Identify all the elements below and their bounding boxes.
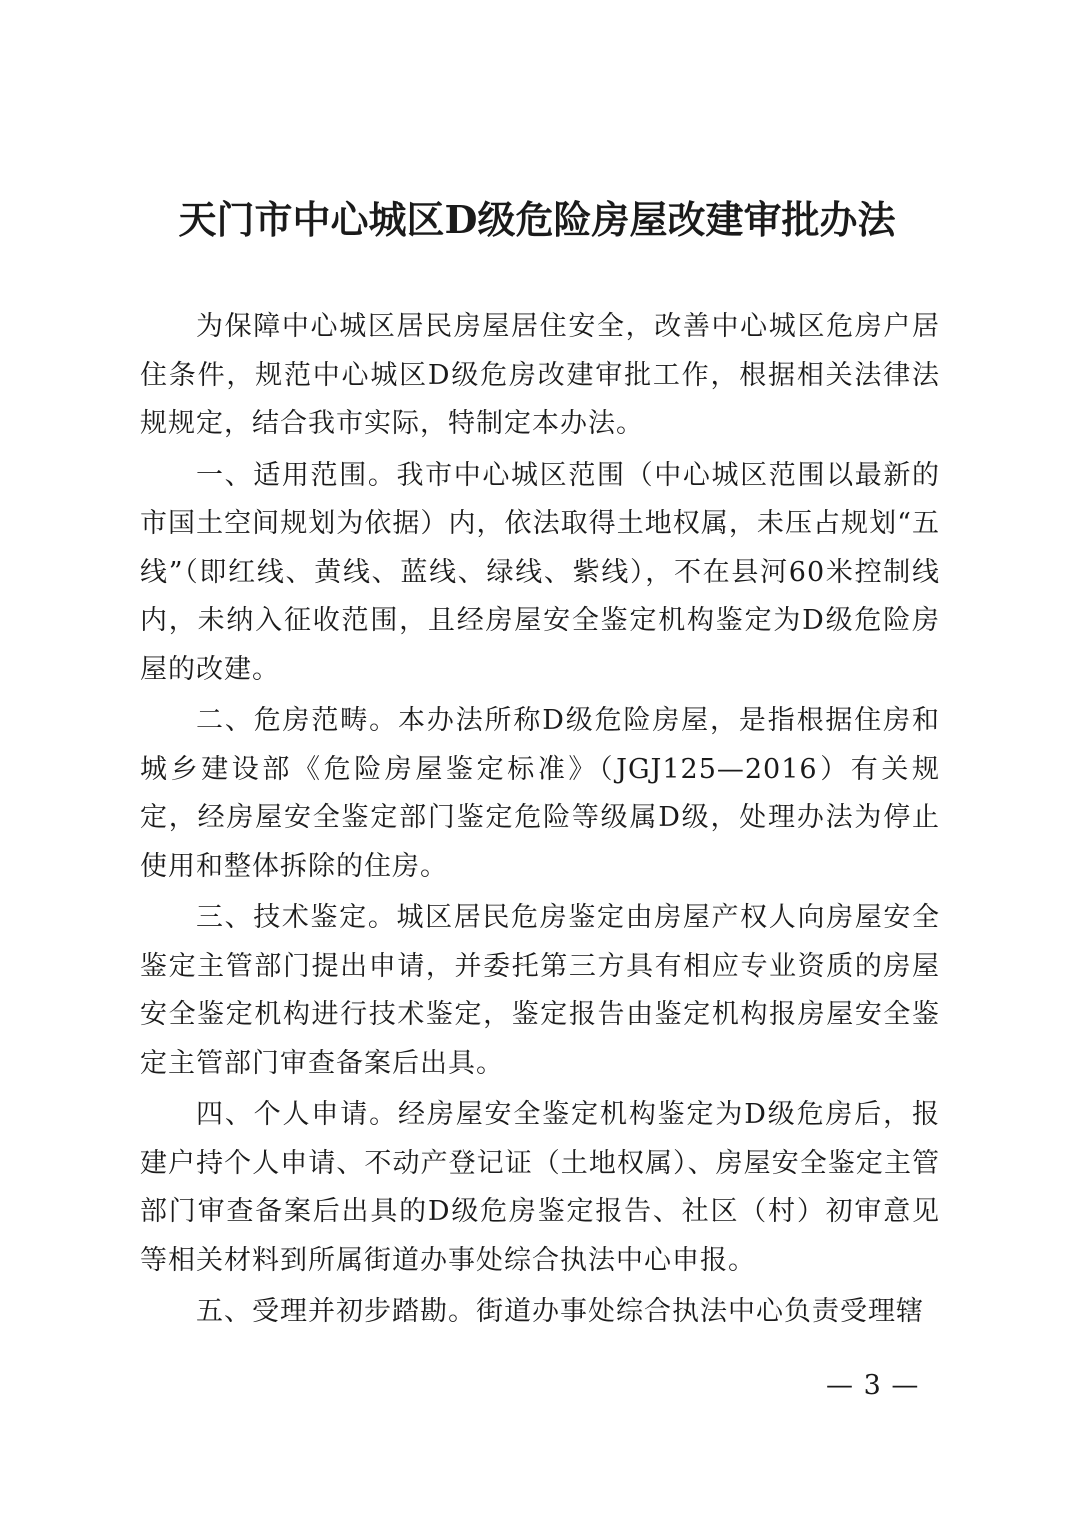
section-text-2: 本办法所称D级危险房屋，是指根据住房和城乡建设部《危险房屋鉴定标准》（JGJ125—2016）有关规定，经房屋安全鉴定部门鉴定危险等级属D级，处理办法为停止使用和整体拆除的住房。 <box>140 705 940 882</box>
section-paragraph-3 <box>140 894 940 1088</box>
section-paragraph-4 <box>140 1091 940 1285</box>
section-text-4: 经房屋安全鉴定机构鉴定为D级危房后，报建户持个人申请、不动产登记证（土地权属）、房屋安全鉴定主管部门审查备案后出具的D级危房鉴定报告、社区（村）初审意见等相关材料到所属街道办事处综合执法中心申报。 <box>140 1099 940 1276</box>
section-text-1: 我市中心城区范围（中心城区范围以最新的市国土空间规划为依据）内，依法取得土地权属，未压占规划“五线”（即红线、黄线、蓝线、绿线、紫线），不在县河60米控制线内，未纳入征收范围，且经房屋安全鉴定机构鉴定为D级危险房屋的改建。 <box>140 459 941 685</box>
section-heading-2: 二、危房范畴。 <box>196 705 398 736</box>
section-paragraph-2 <box>140 697 940 891</box>
document-title: 天门市中心城区D级危险房屋改建审批办法 <box>178 197 896 242</box>
section-heading-4: 四、个人申请。 <box>196 1099 398 1130</box>
section-text-5: 街道办事处综合执法中心负责受理辖 <box>476 1296 924 1327</box>
section-heading-3: 三、技术鉴定。 <box>196 902 397 933</box>
section-paragraph-5 <box>140 1288 940 1337</box>
section-heading-1: 一、适用范围。 <box>196 459 397 491</box>
document-body <box>140 303 940 1337</box>
section-heading-5: 五、受理并初步踏勘。 <box>196 1296 476 1327</box>
page-number: — 3 — <box>826 1370 920 1401</box>
section-text-3: 城区居民危房鉴定由房屋产权人向房屋安全鉴定主管部门提出申请，并委托第三方具有相应专业资质的房屋安全鉴定机构进行技术鉴定，鉴定报告由鉴定机构报房屋安全鉴定主管部门审查备案后出具。 <box>140 902 941 1079</box>
intro-paragraph: 为保障中心城区居民房屋居住安全，改善中心城区危房户居住条件，规范中心城区D级危房改建审批工作，根据相关法律法规规定，结合我市实际，特制定本办法。 <box>140 311 940 439</box>
section-paragraph-1 <box>140 452 940 695</box>
